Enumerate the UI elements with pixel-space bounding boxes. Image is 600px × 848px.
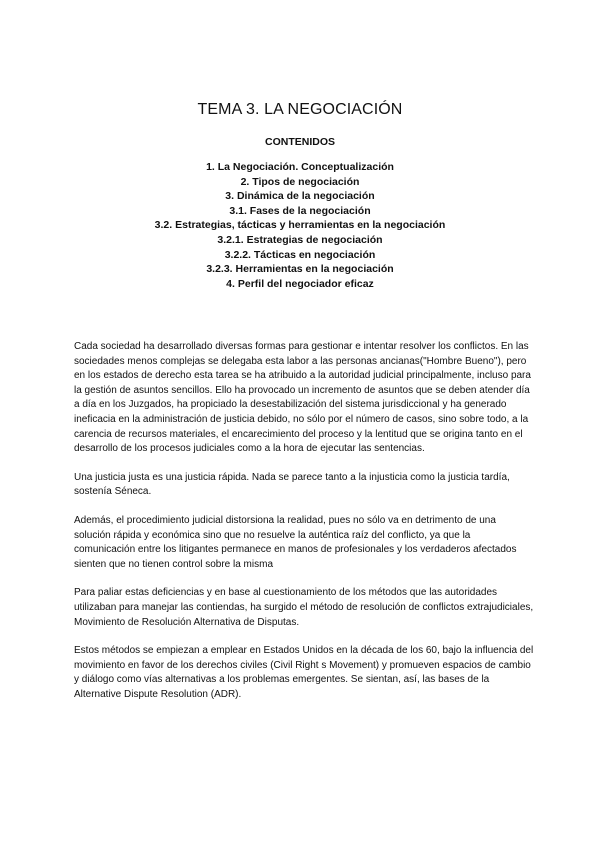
page-title: TEMA 3. LA NEGOCIACIÓN [197,100,403,118]
paragraph: Cada sociedad ha desarrollado diversas formas para gestionar e intentar resolver los conflictos. En las sociedades menos complejas se delegaba esta labor a las personas ancianas("Hombre Bueno"), pero en los estados de derecho esta tarea se ha atribuido a la autoridad judicial principalmente, incluso para la gestión de asuntos sencillos. Ello ha provocado un incremento de asuntos que se deben atender día a día en los Juzgados, ha propiciado la desestabilización del sistema jurisdiccional y ha generado ineficacia en la administración de justicia debido, no sólo por el número de casos, sino sobre todo, a la carencia de recursos materiales, el encarecimiento del proceso y la lentitud que se origina tanto en el desarrollo de los procesos judiciales como a la hora de ejecutar las sentencias. [74,341,531,455]
toc-item: 2. Tipos de negociación [240,175,360,188]
contents-heading: CONTENIDOS [264,136,335,148]
toc-item: 3.2.2. Tácticas en negociación [224,248,376,261]
table-of-contents [0,160,600,291]
toc-item: 3. Dinámica de la negociación [225,190,375,203]
paragraph: Una justicia justa es una justicia rápida. Nada se parece tanto a la injusticia como la justicia tardía, sostenía Séneca. [74,471,510,498]
body-text [74,340,534,716]
toc-item: 1. La Negociación. Conceptualización [206,161,394,173]
toc-item: 3.2.3. Herramientas en la negociación [206,263,394,276]
toc-item: 3.2.1. Estrategias de negociación [217,233,383,246]
paragraph: Estos métodos se empiezan a emplear en Estados Unidos en la década de los 60, bajo la influencia del movimiento en favor de los derechos civiles (Civil Right s Movement) y promueven espacios de cambio y diálogo como vías alternativas a los problemas emergentes. Se sientan, así, las bases de la Alternative Dispute Resolution (ADR). [74,645,534,700]
paragraph: Además, el procedimiento judicial distorsiona la realidad, pues no sólo va en detrimento de una solución rápida y económica sino que no resuelve la auténtica raíz del conflicto, ya que la comunicación entre los litigantes permanece en manos de profesionales y los verdaderos afectados sienten que no tienen control sobre la misma [74,514,517,570]
toc-item: 4. Perfil del negociador eficaz [226,277,374,290]
paragraph: Para paliar estas deficiencias y en base al cuestionamiento de los métodos que las autoridades utilizaban para manejar las contiendas, ha surgido el método de resolución de conflictos extrajudiciales, Movimiento de Resolución Alternativa de Disputas. [74,587,534,628]
toc-item: 3.1. Fases de la negociación [229,204,371,217]
toc-item: 3.2. Estrategias, tácticas y herramientas en la negociación [154,219,446,232]
